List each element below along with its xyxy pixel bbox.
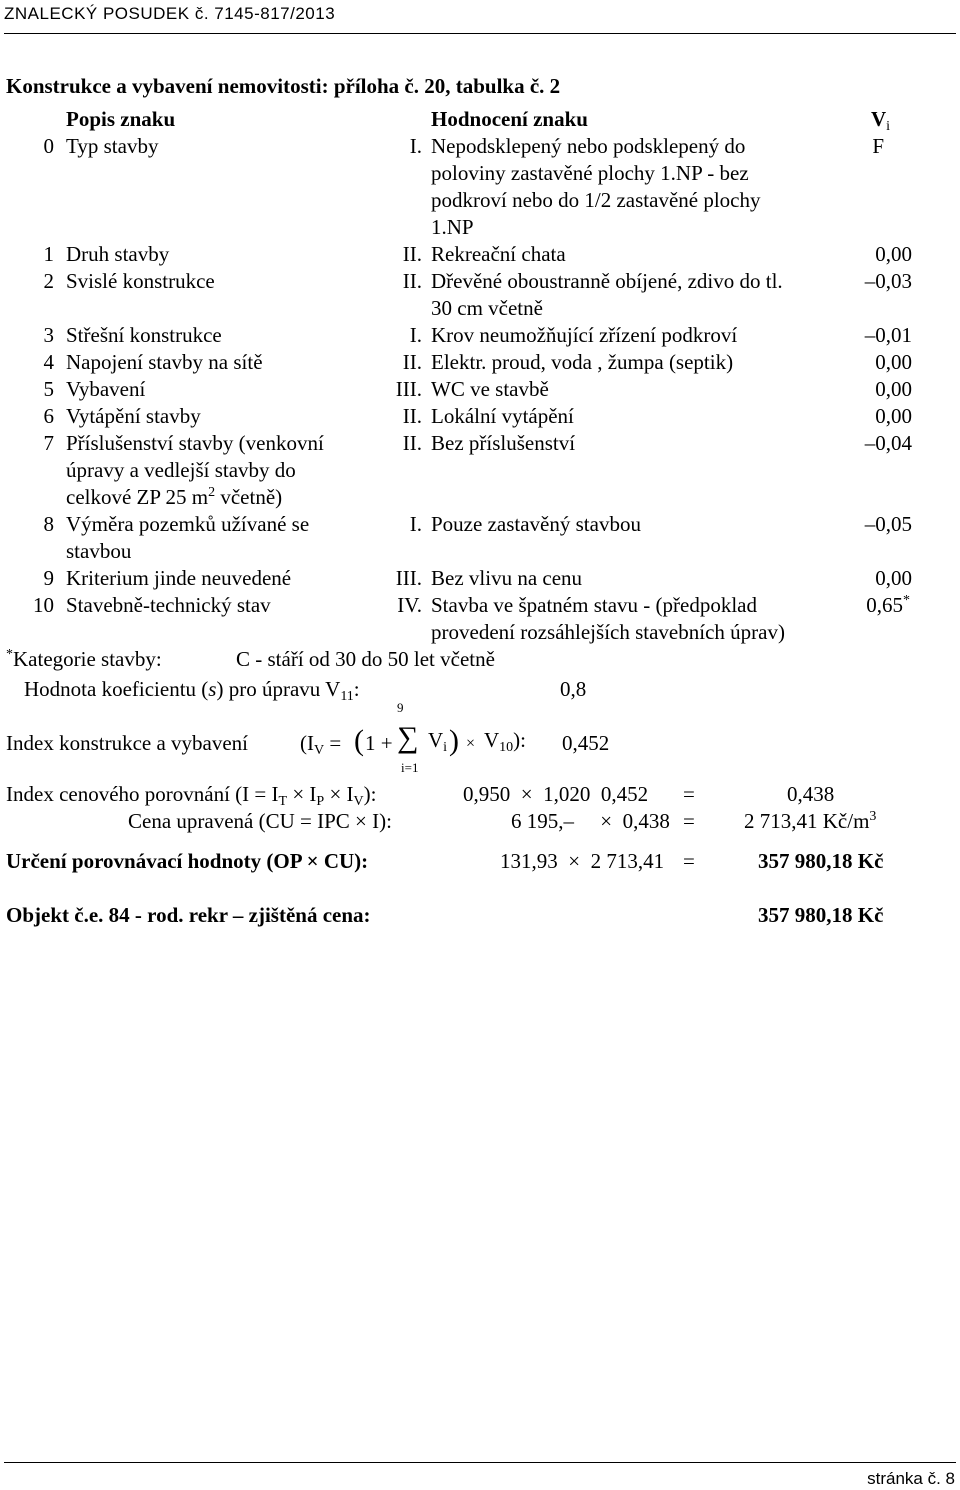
- row-rating: Bez příslušenství: [431, 431, 576, 455]
- comparison-expression: 131,93 × 2 713,41: [500, 849, 665, 873]
- table-row: [0, 592, 960, 619]
- table-row: [0, 430, 960, 457]
- row-rating: Lokální vytápění: [431, 404, 574, 428]
- row-number: 1: [43, 242, 54, 266]
- row-grade: III.: [395, 566, 422, 590]
- formula-v10: $V_{10}$):: [484, 728, 526, 755]
- adjusted-price-label: Cena upravená (CU = IPC × I):: [128, 809, 392, 833]
- object-price-label: Objekt č.e. 84 - rod. rekr – zjištěná cena:: [6, 903, 371, 927]
- adjusted-price-expression: 6 195,– × 0,438: [511, 809, 670, 833]
- price-index-value: 0,438: [787, 782, 835, 806]
- row-value: – 0,05: [0, 511, 912, 538]
- footer-rule: [4, 1462, 956, 1463]
- row-grade: II.: [402, 269, 422, 293]
- formula-sum-upper: 9: [397, 700, 404, 715]
- adjusted-price-value: 2 713,41 $Kč/m^3$: [744, 809, 877, 833]
- row-rating: Elektr. proud, voda , žumpa (septik): [431, 350, 734, 374]
- row-description: Kriterium jinde neuvedené: [66, 566, 292, 590]
- column-header-rating: Hodnocení znaku: [431, 107, 588, 131]
- row-value: 0,00: [875, 350, 912, 374]
- times-symbol: ×: [466, 735, 476, 752]
- row-value: – 0,04: [0, 430, 912, 457]
- row-description-cont: úpravy a vedlejší stavby do: [66, 458, 296, 482]
- coefficient-value: 0,8: [560, 677, 587, 701]
- row-value: 0,65*: [866, 593, 910, 617]
- row-value: – 0,01: [0, 322, 912, 349]
- table-row: [0, 268, 960, 295]
- formula-lparen: (: [354, 724, 364, 757]
- equals-sign: =: [683, 849, 695, 873]
- row-number: 5: [43, 377, 54, 401]
- row-rating-cont: podkroví nebo do 1/2 zastavěné plochy: [431, 188, 761, 212]
- row-grade: II.: [402, 431, 422, 455]
- row-description: Svislé konstrukce: [66, 269, 215, 293]
- row-number: 6: [43, 404, 54, 428]
- row-number: 0: [43, 134, 54, 158]
- row-rating: Rekreační chata: [431, 242, 566, 266]
- formula-rparen: ): [449, 724, 459, 757]
- table-row: [0, 565, 960, 592]
- formula-one-plus: 1 +: [365, 731, 393, 755]
- comparison-label: Určení porovnávací hodnoty (OP × CU):: [6, 849, 369, 873]
- table-row: [0, 511, 960, 538]
- column-header-index: $V_i$: [871, 107, 891, 134]
- formula-value: 0,452: [562, 731, 610, 755]
- row-description: Vytápění stavby: [66, 404, 201, 428]
- row-description: Napojení stavby na sítě: [66, 350, 263, 374]
- row-rating: Dřevěné oboustranně obíjené, zdivo do tl.: [431, 269, 783, 293]
- category-value: C - stáří od 30 do 50 let včetně: [236, 647, 495, 671]
- table-row: [0, 241, 960, 268]
- row-rating: WC ve stavbě: [431, 377, 549, 401]
- row-number: 2: [43, 269, 54, 293]
- row-description: Výměra pozemků užívané se: [66, 512, 310, 536]
- row-number: 4: [43, 350, 54, 374]
- object-price-value: 357 980,18 Kč: [758, 903, 884, 927]
- row-rating-cont: 30 cm včetně: [431, 296, 543, 320]
- equals-sign: =: [683, 809, 695, 833]
- column-header-description: Popis znaku: [66, 107, 176, 131]
- row-rating: Stavba ve špatném stavu - (předpoklad: [431, 593, 757, 617]
- table-row: [0, 133, 960, 160]
- formula-label: Index konstrukce a vybavení: [6, 731, 249, 755]
- section-title: Konstrukce a vybavení nemovitosti: příloha č. 20, tabulka č. 2: [6, 74, 561, 98]
- row-grade: II.: [402, 404, 422, 428]
- row-value: 0,00: [875, 377, 912, 401]
- category-note: *Kategorie stavby:: [6, 647, 162, 671]
- row-value: 0,00: [875, 566, 912, 590]
- row-description: Stavebně-technický stav: [66, 593, 271, 617]
- formula-iv: ($I_V$ =: [300, 731, 342, 758]
- row-grade: I.: [409, 134, 422, 158]
- formula-sum-lower: i=1: [401, 760, 419, 775]
- row-description: Vybavení: [66, 377, 146, 401]
- row-rating-cont: poloviny zastavěné plochy 1.NP - bez: [431, 161, 749, 185]
- row-grade: I.: [409, 512, 422, 536]
- page-number: stránka č. 8: [867, 1469, 955, 1488]
- row-rating-cont: 1.NP: [431, 215, 474, 239]
- row-grade: I.: [409, 323, 422, 347]
- table-row: [0, 376, 960, 403]
- sigma-symbol: ∑: [397, 721, 419, 754]
- row-description: Střešní konstrukce: [66, 323, 222, 347]
- table-row: [0, 403, 960, 430]
- equals-sign: =: [683, 782, 695, 806]
- row-grade: IV.: [397, 593, 422, 617]
- table-row: [0, 349, 960, 376]
- row-description-cont: stavbou: [66, 539, 132, 563]
- row-number: 7: [43, 431, 54, 455]
- comparison-value: 357 980,18 Kč: [758, 849, 884, 873]
- row-value: 0,00: [875, 242, 912, 266]
- table-row: [0, 322, 960, 349]
- row-rating: Nepodsklepený nebo podsklepený do: [431, 134, 746, 158]
- row-number: 8: [43, 512, 54, 536]
- row-value: – 0,03: [0, 268, 912, 295]
- row-value: 0,00: [875, 404, 912, 428]
- row-description-cont: celkové ZP 25 $m^2$ včetně): [66, 485, 283, 509]
- row-number: 9: [43, 566, 54, 590]
- row-description: Příslušenství stavby (venkovní: [66, 431, 324, 455]
- row-value: F: [872, 134, 884, 158]
- price-index-expression: 0,950 × 1,020 0,452: [463, 782, 649, 806]
- row-rating: Bez vlivu na cenu: [431, 566, 583, 590]
- row-grade: II.: [402, 242, 422, 266]
- formula-vi: $V_i$: [428, 728, 448, 755]
- price-index-label: Index cenového porovnání $(I = I_T \times I_P \times I_V)$:: [6, 782, 377, 809]
- row-description: Typ stavby: [66, 134, 159, 158]
- row-grade: II.: [402, 350, 422, 374]
- row-grade: III.: [395, 377, 422, 401]
- row-rating: Pouze zastavěný stavbou: [431, 512, 641, 536]
- row-rating-cont: provedení rozsáhlejších stavebních úprav): [431, 620, 785, 644]
- row-rating: Krov neumožňující zřízení podkroví: [431, 323, 738, 347]
- coefficient-label: Hodnota koeficientu (s) pro úpravu $V_{11}$:: [24, 677, 360, 704]
- document-header: ZNALECKÝ POSUDEK č. 7145-817/2013: [4, 4, 336, 23]
- header-rule: [4, 33, 956, 34]
- row-number: 3: [43, 323, 54, 347]
- row-number: 10: [33, 593, 54, 617]
- row-description: Druh stavby: [66, 242, 170, 266]
